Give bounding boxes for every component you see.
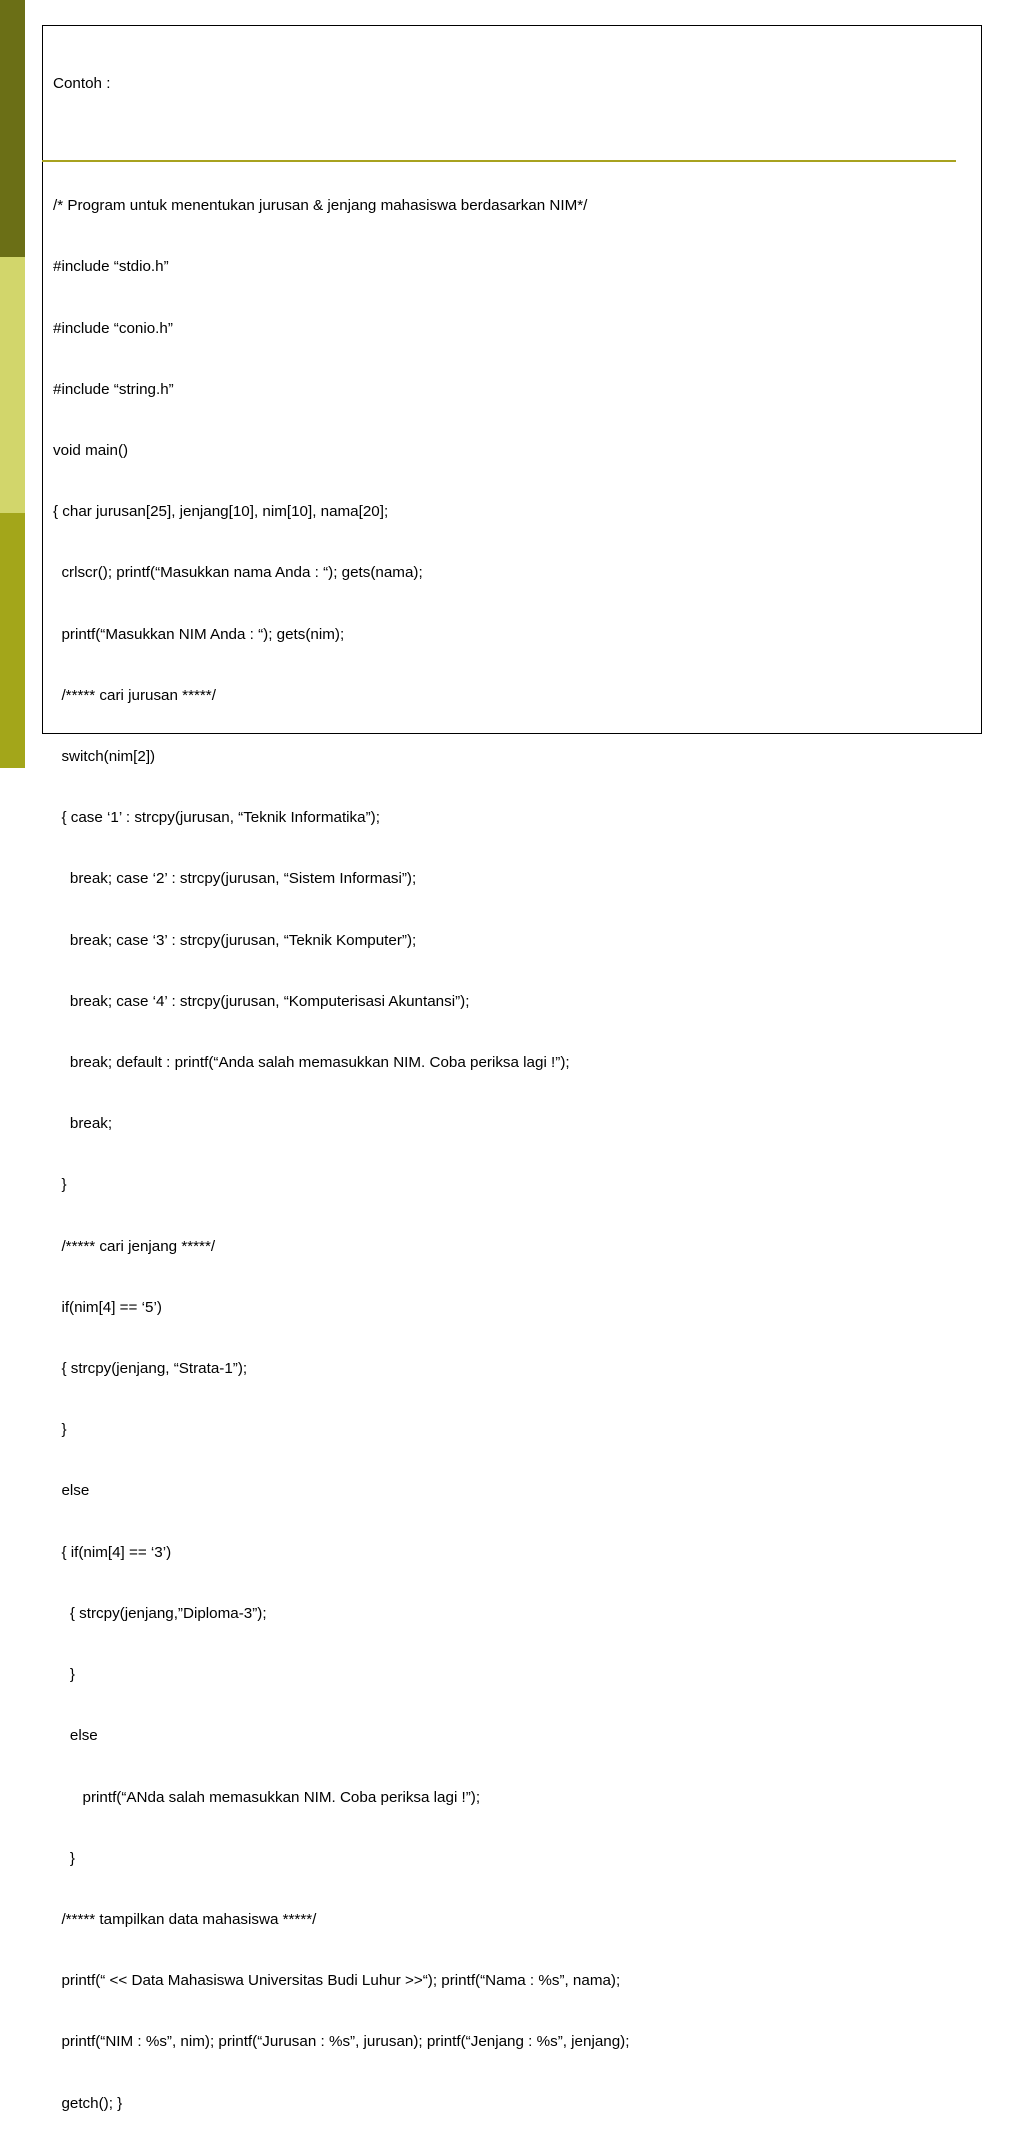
code-line: } [53, 1176, 67, 1194]
code-line: break; default : printf(“Anda salah memasukkan NIM. Coba periksa lagi !”); [53, 1054, 570, 1072]
code-line: { strcpy(jenjang, “Strata-1”); [53, 1360, 248, 1378]
code-line [53, 135, 629, 155]
code-line: } [53, 1666, 75, 1684]
side-band-top [0, 0, 25, 257]
code-line: break; [53, 1115, 113, 1133]
code-line: /***** cari jenjang *****/ [53, 1237, 216, 1255]
code-line: /***** cari jurusan *****/ [53, 686, 216, 704]
code-line: if(nim[4] == ‘5’) [53, 1298, 162, 1316]
side-band-bottom [0, 513, 25, 768]
code-listing [53, 33, 629, 2134]
code-line: printf(“NIM : %s”, nim); printf(“Jurusan : %s”, jurusan); printf(“Jenjang : %s”, jenjang); [53, 2033, 630, 2051]
code-line: /***** tampilkan data mahasiswa *****/ [53, 1910, 317, 1928]
code-line: crlscr(); printf(“Masukkan nama Anda : “); gets(nama); [53, 564, 423, 582]
code-line: { if(nim[4] == ‘3’) [53, 1543, 172, 1561]
code-line: printf(“ANda salah memasukkan NIM. Coba periksa lagi !”); [53, 1788, 481, 1806]
code-line: #include “stdio.h” [53, 258, 169, 276]
code-line: void main() [53, 442, 129, 460]
code-line: } [53, 1849, 75, 1867]
code-line: else [53, 1727, 98, 1745]
code-line: switch(nim[2]) [53, 748, 156, 766]
code-line: { case ‘1’ : strcpy(jurusan, “Teknik Informatika”); [53, 809, 380, 827]
code-line: break; case ‘4’ : strcpy(jurusan, “Komputerisasi Akuntansi”); [53, 992, 470, 1010]
code-line: Contoh : [53, 74, 111, 92]
code-line: else [53, 1482, 90, 1500]
code-line: #include “string.h” [53, 380, 174, 398]
code-line: break; case ‘3’ : strcpy(jurusan, “Teknik Komputer”); [53, 931, 417, 949]
code-line: { strcpy(jenjang,”Diploma-3”); [53, 1604, 267, 1622]
title-divider-line [42, 160, 956, 162]
code-line: #include “conio.h” [53, 319, 173, 337]
code-line: printf(“ << Data Mahasiswa Universitas Budi Luhur >>“); printf(“Nama : %s”, nama); [53, 1972, 621, 1990]
side-band-middle [0, 257, 25, 513]
code-line: break; case ‘2’ : strcpy(jurusan, “Sistem Informasi”); [53, 870, 417, 888]
code-line: } [53, 1421, 67, 1439]
code-line: /* Program untuk menentukan jurusan & jenjang mahasiswa berdasarkan NIM*/ [53, 197, 588, 215]
code-line: getch(); } [53, 2094, 123, 2112]
code-line: { char jurusan[25], jenjang[10], nim[10], nama[20]; [53, 503, 389, 521]
code-line: printf(“Masukkan NIM Anda : “); gets(nim); [53, 625, 345, 643]
